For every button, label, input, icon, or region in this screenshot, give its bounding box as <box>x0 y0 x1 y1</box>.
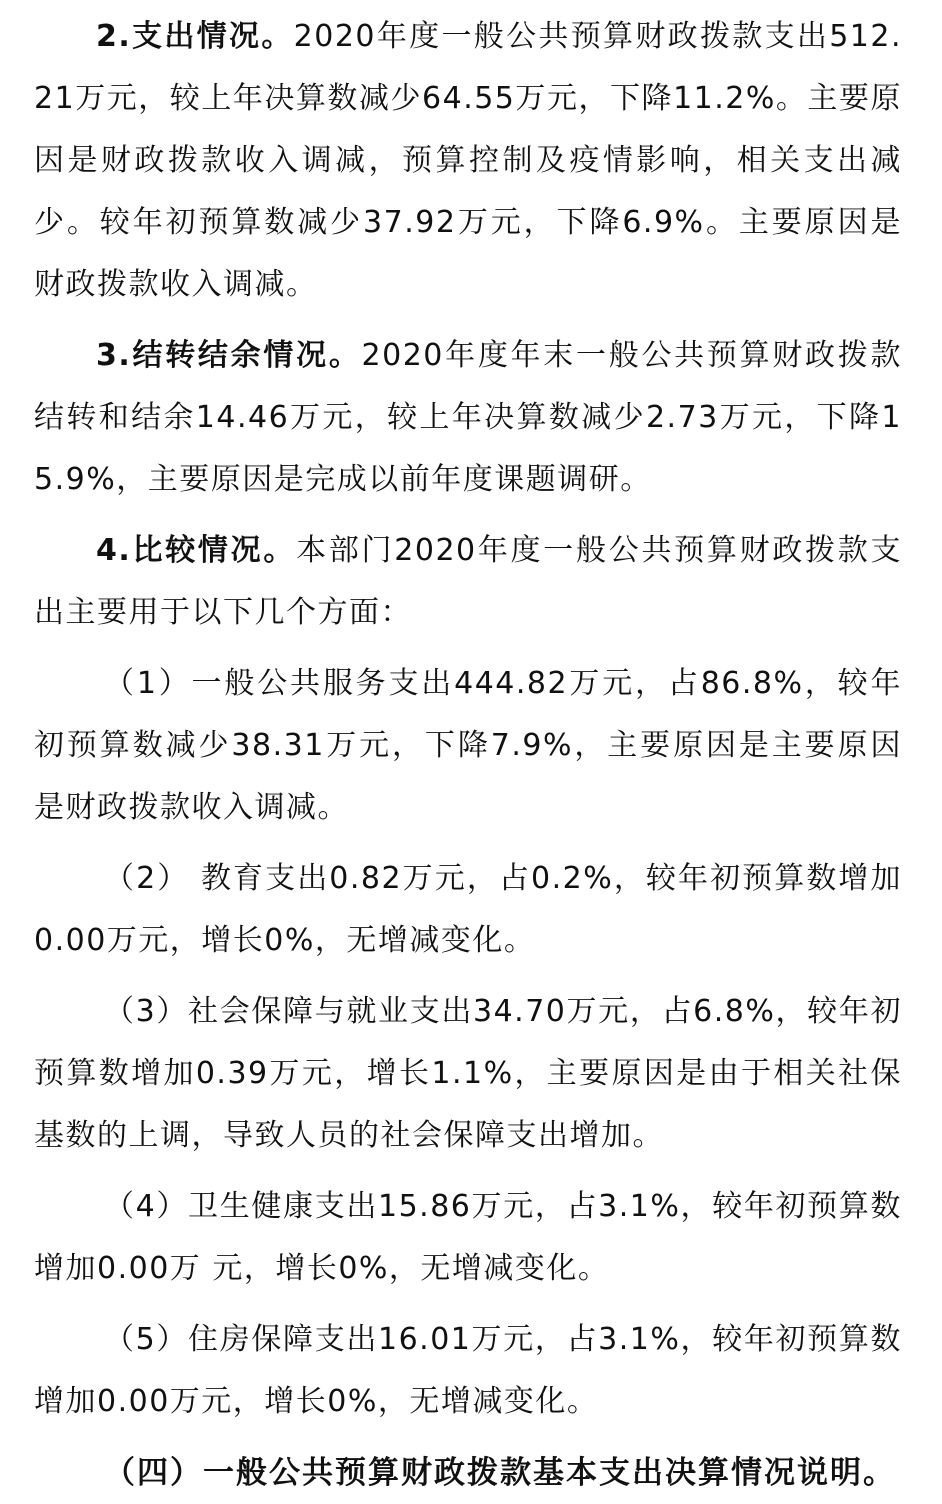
paragraph-lead: 2.支出情况。 <box>96 19 294 54</box>
list-item-education: （2） 教育支出0.82万元，占0.2%，较年初预算数增加0.00万元，增长0%，无增减变化。 <box>34 861 902 958</box>
paragraph-carryover <box>34 325 902 511</box>
paragraph-text: 2020年度一般公共预算财政拨款支出512.21万元，较上年决算数减少64.55万元，下降11.2%。主要原因是财政拨款收入调减，预算控制及疫情影响，相关支出减少。较年初预算数减少37.92万元，下降6.9%。主要原因是财政拨款收入调减。 <box>34 19 902 302</box>
document-page <box>34 6 902 1504</box>
paragraph-lead: 3.结转结余情况。 <box>96 338 362 373</box>
paragraph-text: 2020年度年末一般公共预算财政拨款结转和结余14.46万元，较上年决算数减少2.73万元，下降15.9%，主要原因是完成以前年度课题调研。 <box>34 338 902 497</box>
list-item-social-security: （3）社会保障与就业支出34.70万元，占6.8%，较年初预算数增加0.39万元，增长1.1%，主要原因是由于相关社保基数的上调，导致人员的社会保障支出增加。 <box>34 994 902 1153</box>
paragraph-expenditure <box>34 6 902 316</box>
list-item-general-public-services: （1）一般公共服务支出444.82万元，占86.8%，较年初预算数减少38.31万元，下降7.9%，主要原因是主要原因是财政拨款收入调减。 <box>34 666 902 825</box>
paragraph-text: 本部门2020年度一般公共预算财政拨款支出主要用于以下几个方面： <box>34 533 902 630</box>
section-heading: （四）一般公共预算财政拨款基本支出决算情况说明。 <box>104 1455 896 1491</box>
list-item-housing: （5）住房保障支出16.01万元，占3.1%，较年初预算数增加0.00万元，增长0%，无增减变化。 <box>34 1322 902 1419</box>
list-item-health: （4）卫生健康支出15.86万元，占3.1%，较年初预算数增加0.00万 元，增长0%，无增减变化。 <box>34 1189 902 1286</box>
paragraph-lead: 4.比较情况。 <box>96 533 297 568</box>
paragraph-comparison <box>34 520 902 644</box>
